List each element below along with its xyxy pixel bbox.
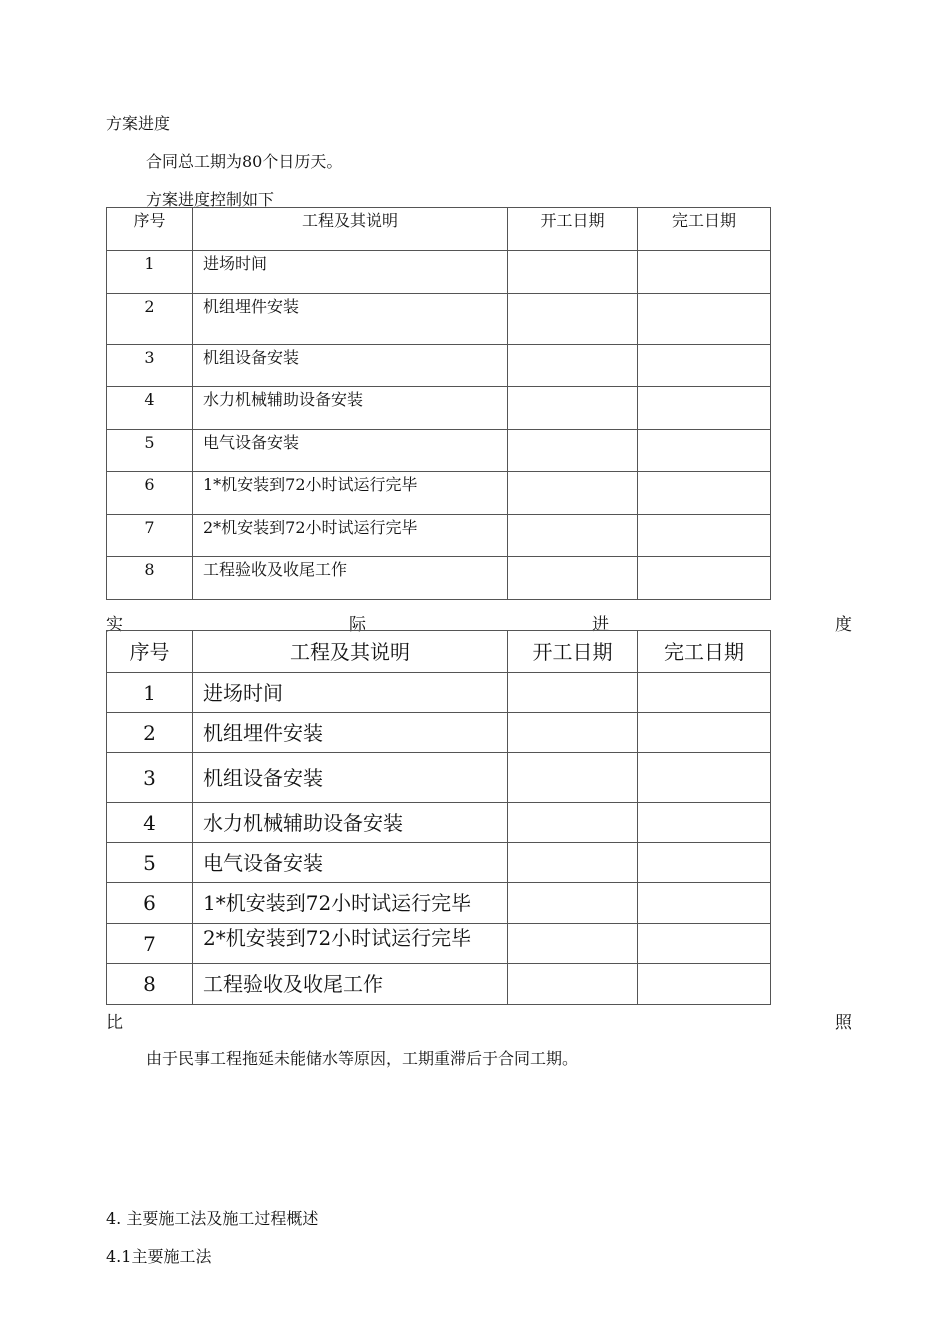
row-end [638,964,771,1005]
row-end [638,387,771,430]
row-desc: 进场时间 [193,673,508,713]
row-end [638,557,771,600]
row-end [638,294,771,345]
row-end [638,713,771,753]
row-no: 8 [107,964,193,1005]
table-row [107,294,771,345]
row-no: 7 [107,924,193,964]
table-row [107,673,771,713]
header-desc: 工程及其说明 [193,631,508,673]
row-desc: 机组埋件安装 [193,294,508,345]
row-no: 2 [107,713,193,753]
row-end [638,883,771,924]
table-row [107,345,771,387]
section-title: 方案进度 [106,114,171,133]
row-no: 2 [107,294,193,345]
row-start [508,803,638,843]
row-desc: 进场时间 [193,251,508,294]
header-end: 完工日期 [638,208,771,251]
row-no: 4 [107,803,193,843]
heading-char: 际 [349,615,366,635]
table-row [107,964,771,1005]
table-row [107,515,771,557]
row-desc: 工程验收及收尾工作 [193,964,508,1005]
row-end [638,843,771,883]
table-header-row [107,208,771,251]
table-row [107,883,771,924]
row-start [508,430,638,472]
row-no: 5 [107,843,193,883]
row-start [508,387,638,430]
row-desc: 电气设备安装 [193,843,508,883]
row-end [638,753,771,803]
heading-char: 实 [106,615,123,635]
heading-char: 照 [835,1013,852,1033]
row-no: 1 [107,673,193,713]
contract-text: 合同总工期为80个日历天。 [146,152,343,171]
row-start [508,843,638,883]
header-no: 序号 [107,208,193,251]
row-end [638,924,771,964]
heading-char: 进 [592,615,609,635]
delay-text: 由于民事工程拖延未能储水等原因，工期重滞后于合同工期。 [146,1049,579,1068]
row-end [638,472,771,515]
header-start: 开工日期 [508,631,638,673]
header-desc: 工程及其说明 [193,208,508,251]
header-end: 完工日期 [638,631,771,673]
row-no: 6 [107,883,193,924]
table-row [107,387,771,430]
row-end [638,251,771,294]
row-end [638,803,771,843]
row-desc: 工程验收及收尾工作 [193,557,508,600]
row-start [508,924,638,964]
row-start [508,515,638,557]
row-no: 7 [107,515,193,557]
row-no: 6 [107,472,193,515]
heading-4: 4. 主要施工法及施工过程概述 [106,1209,319,1228]
row-desc: 水力机械辅助设备安装 [193,387,508,430]
row-desc: 2*机安装到72小时试运行完毕 [193,515,508,557]
row-desc: 水力机械辅助设备安装 [193,803,508,843]
row-start [508,883,638,924]
row-start [508,673,638,713]
table-row [107,251,771,294]
row-desc: 机组埋件安装 [193,713,508,753]
actual-schedule-table [106,630,771,1005]
row-no: 3 [107,753,193,803]
row-start [508,345,638,387]
header-start: 开工日期 [508,208,638,251]
table-row [107,753,771,803]
row-desc: 电气设备安装 [193,430,508,472]
row-end [638,515,771,557]
heading-4-1: 4.1主要施工法 [106,1247,212,1266]
heading-char: 比 [106,1013,123,1033]
row-desc: 机组设备安装 [193,753,508,803]
table-row [107,924,771,964]
table-row [107,472,771,515]
table-row [107,557,771,600]
row-no: 5 [107,430,193,472]
table-row [107,430,771,472]
heading-char: 度 [835,615,852,635]
row-desc: 1*机安装到72小时试运行完毕 [193,883,508,924]
row-end [638,345,771,387]
row-desc: 2*机安装到72小时试运行完毕 [193,924,508,964]
row-no: 8 [107,557,193,600]
row-start [508,713,638,753]
row-start [508,294,638,345]
row-start [508,472,638,515]
plan-intro: 方案进度控制如下 [146,190,275,209]
row-no: 1 [107,251,193,294]
table-row [107,843,771,883]
header-no: 序号 [107,631,193,673]
plan-schedule-table [106,207,771,600]
table-row [107,713,771,753]
row-start [508,557,638,600]
row-no: 3 [107,345,193,387]
table-row [107,803,771,843]
row-desc: 机组设备安装 [193,345,508,387]
row-end [638,673,771,713]
comparison-heading [106,1008,852,1033]
row-desc: 1*机安装到72小时试运行完毕 [193,472,508,515]
row-start [508,753,638,803]
row-start [508,964,638,1005]
row-start [508,251,638,294]
row-no: 4 [107,387,193,430]
row-end [638,430,771,472]
table-header-row [107,631,771,673]
